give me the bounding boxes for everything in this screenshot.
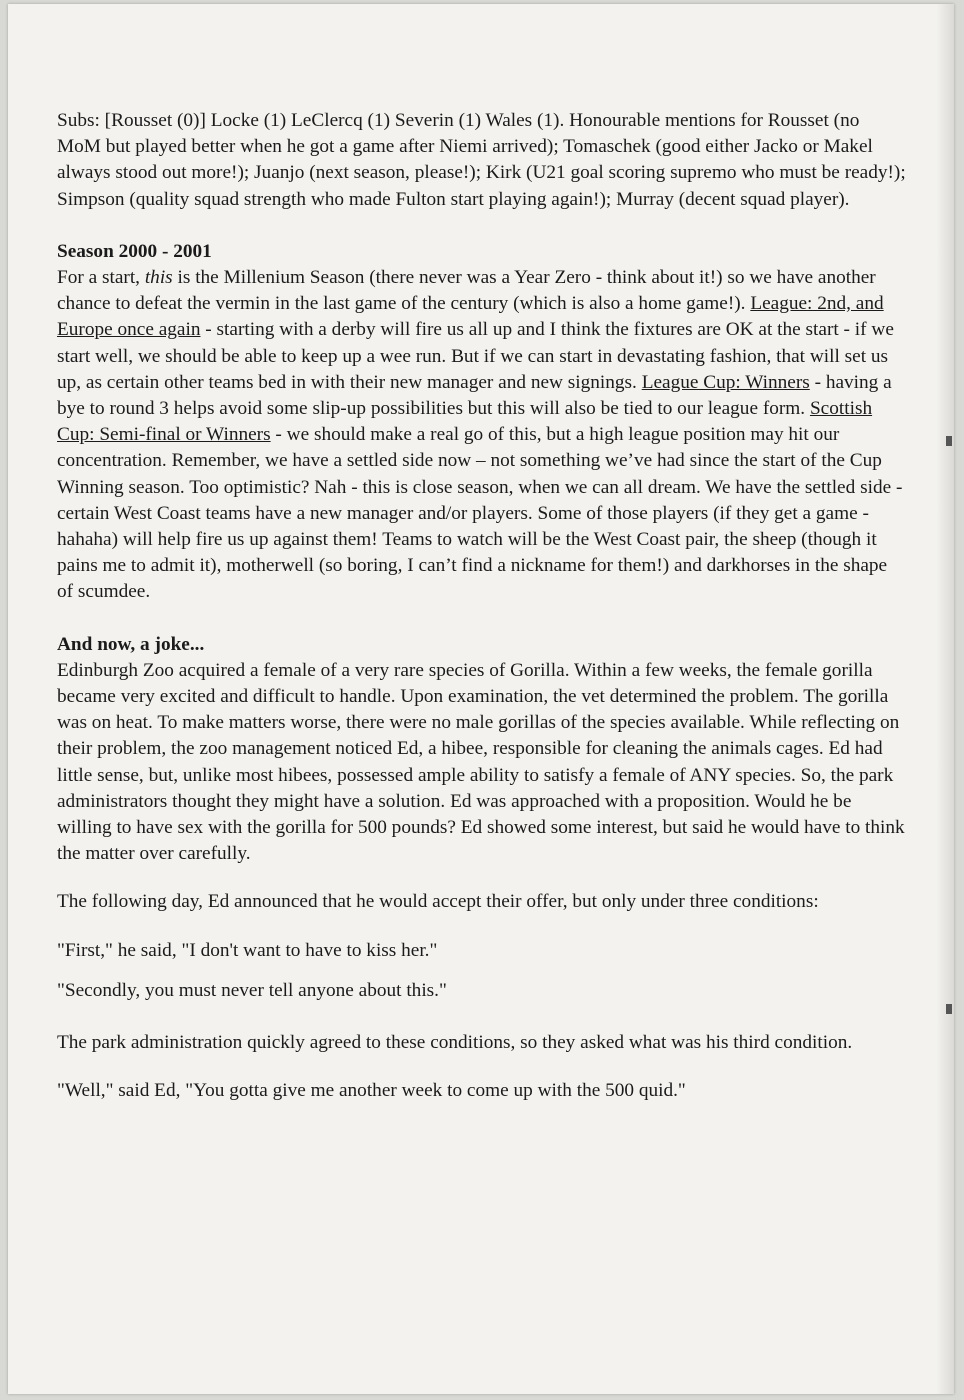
season-text-emphasis: this: [144, 267, 173, 289]
season-text-mid: is the Millenium Season (there never was a Year Zero - think about it!) so we have another chance to defeat the vermin in the last game of the century (which is also a home game!).: [57, 267, 876, 315]
joke-paragraph-1: Edinburgh Zoo acquired a female of a very rare species of Gorilla. Within a few weeks, the female gorilla became very excited and difficult to handle. Upon examination, the vet determined the problem. The gorilla was on heat. To make matters worse, there were no male gorillas of the species available. While reflecting on their problem, the zoo management noticed Ed, a hibee, responsible for cleaning the animals cages. Ed had little sense, but, unlike most hibees, possessed ample ability to satisfy a female of ANY species. So, the park administrators thought they might have a solution. Ed was approached with a proposition. Would he be willing to have sex with the gorilla for 500 pounds? Ed showed some interest, but said he would have to think the matter over carefully.: [57, 659, 905, 865]
season-paragraph: [57, 265, 907, 606]
joke-punchline: "Well," said Ed, "You gotta give me another week to come up with the 500 quid.": [57, 1080, 686, 1102]
season-heading: Season 2000 - 2001: [57, 240, 212, 262]
league-target-text: - starting with a derby will fire us all up and I think the fixtures are OK at the start - if we start well, we should be able to keep up a wee run. But if we can start in devastating fashion, that will set us up, as certain other teams bed in with their new manager and new signings.: [57, 319, 894, 393]
scottish-cup-target-text: - we should make a real go of this, but a high league position may hit our concentration. Remember, we have a settled side now – not something we’ve had since the start of the Cup Winning season. Too optimistic? Nah - this is close season, when we can all dream. We have the settled side - certain West Coast teams have a new manager and/or players. Some of those players (if they get a game - hahaha) will help fire us up against them! Teams to watch will be the West Coast pair, the sheep (though it pains me to admit it), motherwell (so boring, I can’t find a nickname for them!) and darkhorses in the shape of scumdee.: [57, 424, 903, 603]
joke-heading: And now, a joke...: [57, 633, 205, 655]
joke-quote-second: "Secondly, you must never tell anyone about this.": [57, 979, 447, 1001]
joke-quote-first: "First," he said, "I don't want to have to kiss her.": [57, 939, 438, 961]
league-cup-target-text: - having a bye to round 3 helps avoid some slip-up possibilities but this will also be tied to our league form.: [57, 371, 892, 420]
page-mark: [946, 1004, 952, 1014]
joke-paragraph-3: The park administration quickly agreed to these conditions, so they asked what was his third condition.: [57, 1032, 853, 1054]
page-mark: [946, 436, 952, 446]
joke-paragraph-2: The following day, Ed announced that he would accept their offer, but only under three conditions:: [57, 891, 819, 913]
subs-paragraph: Subs: [Rousset (0)] Locke (1) LeClercq (1) Severin (1) Wales (1). Honourable mentions for Rousset (no MoM but played better when he got a game after Niemi arrived); Tomaschek (good either Jacko or Makel always stood out more!); Juanjo (next season, please!); Kirk (U21 goal scoring supremo who must be ready!); Simpson (quality squad strength who made Fulton start playing again!); Murray (decent squad player).: [57, 110, 906, 210]
article-body: [57, 108, 907, 1105]
season-text-start: For a start,: [57, 267, 145, 289]
scottish-cup-target-label: Scottish Cup: Semi-final or Winners: [57, 398, 873, 446]
league-target-label: League: 2nd, and Europe once again: [57, 293, 884, 341]
league-cup-target-label: League Cup: Winners: [641, 371, 810, 393]
page-edge-shadow: [936, 4, 954, 1394]
